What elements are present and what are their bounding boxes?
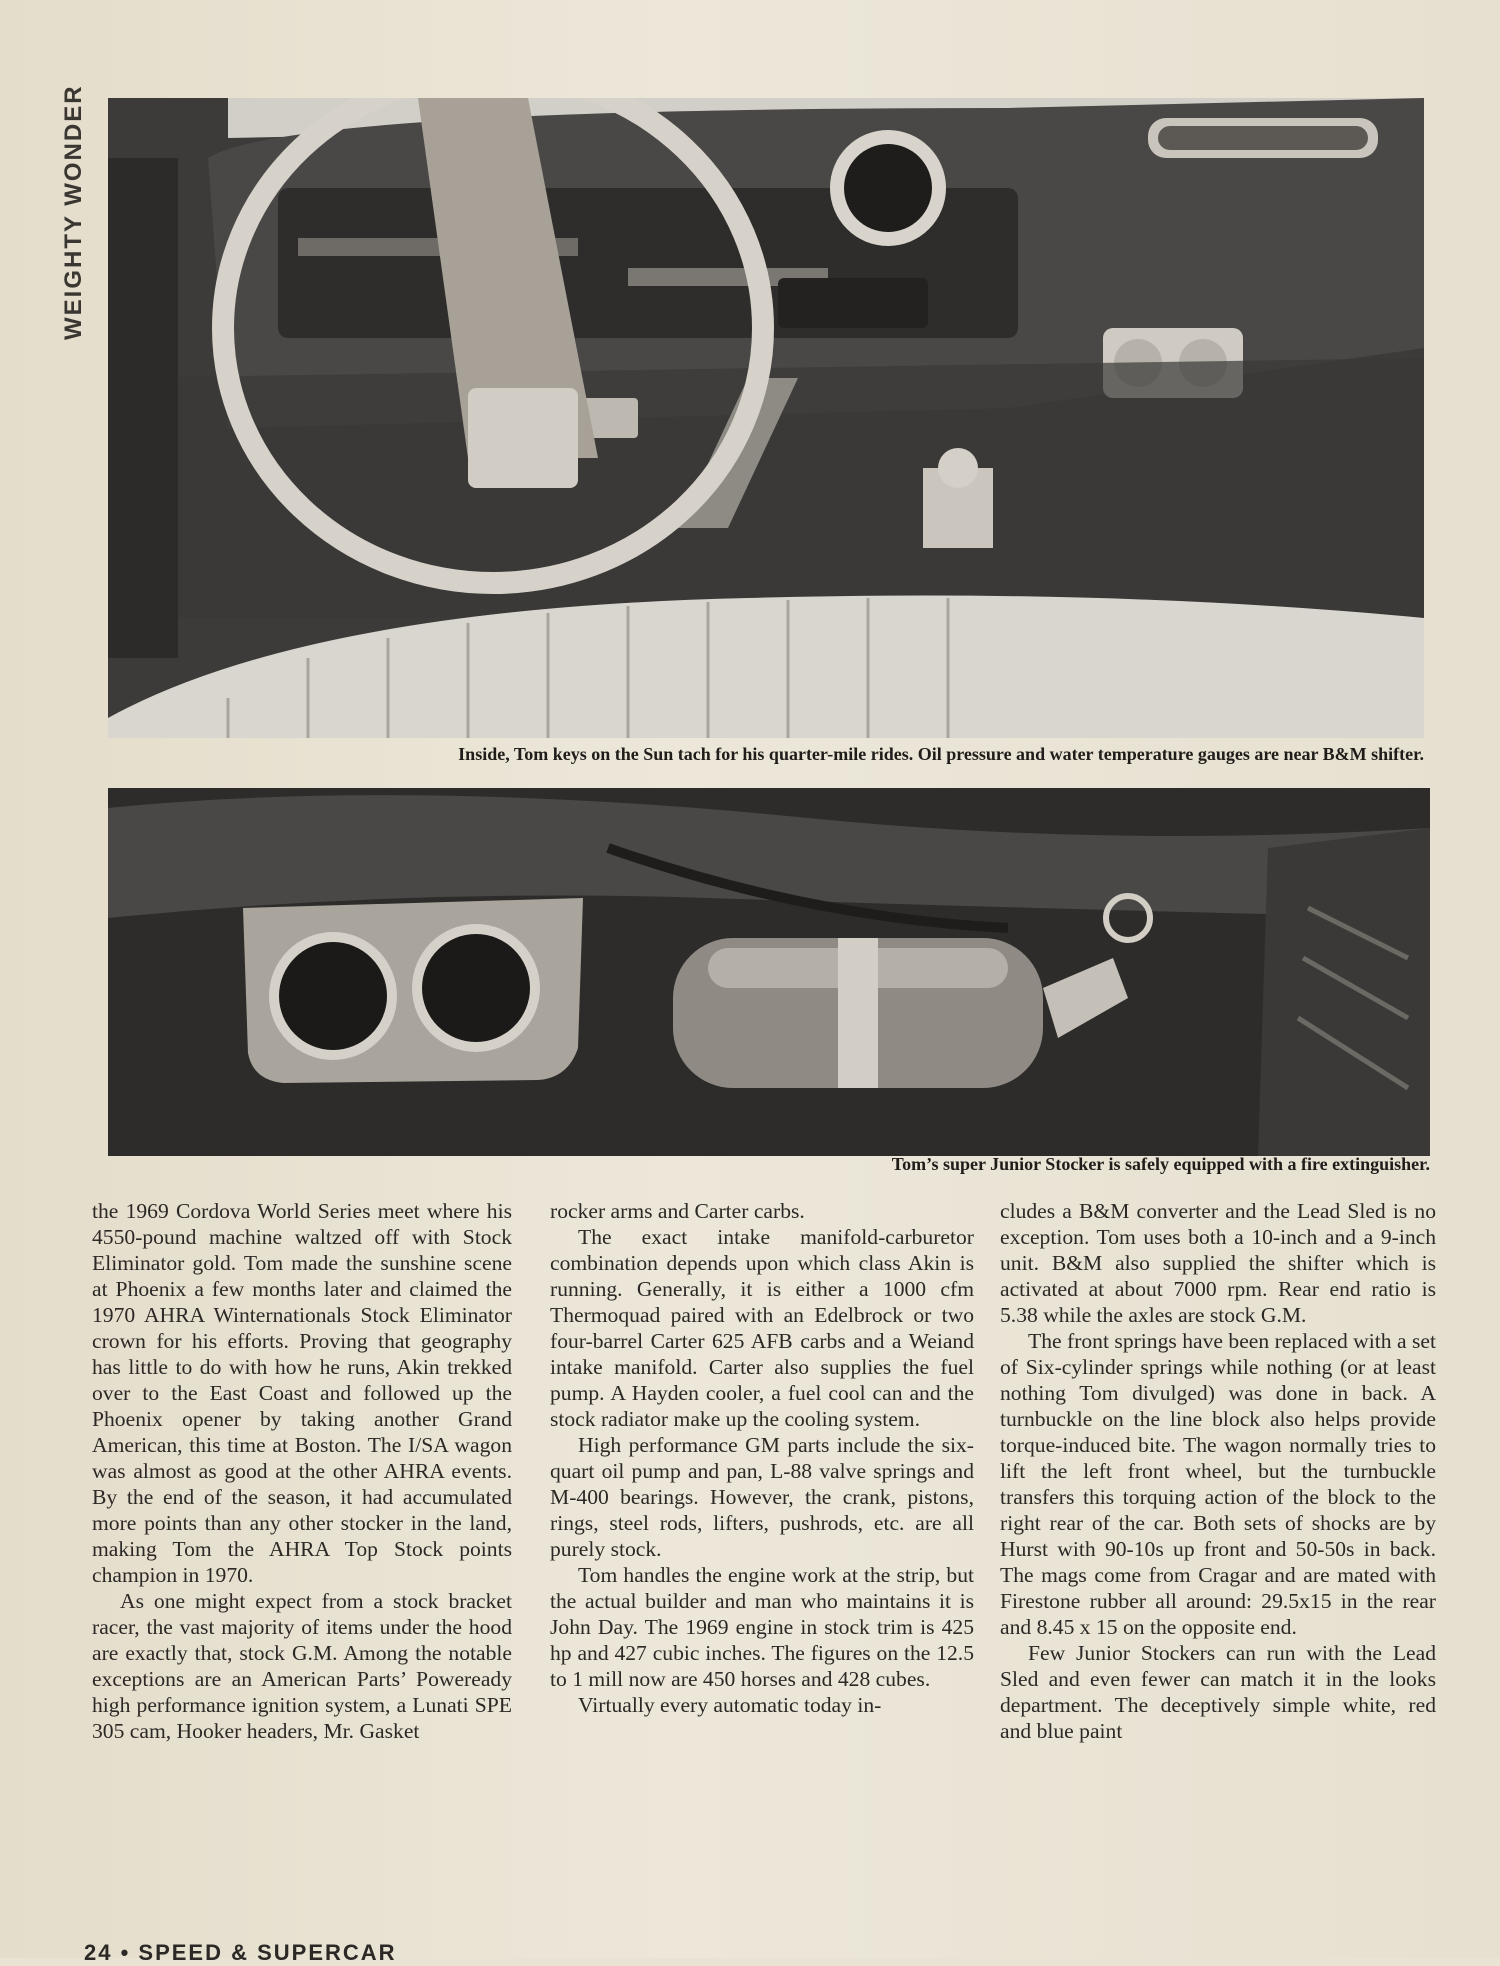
section-label: WEIGHTY WONDER [60, 84, 87, 340]
paragraph: High performance GM parts include the six-quart oil pump and pan, L-88 valve springs and M-400 bearings. However, the crank, pistons, rings, steel rods, lifters, pushrods, etc. are all purely stock. [550, 1433, 974, 1561]
photo2-caption: Tom’s super Junior Stocker is safely equipped with a fire extinguisher. [891, 1154, 1430, 1174]
paragraph: Tom handles the engine work at the strip, but the actual builder and man who maintains it is John Day. The 1969 engine in stock trim is 425 hp and 427 cubic inches. The figures on the 12.5 to 1 mill now are 450 horses and 428 cubes. [550, 1563, 974, 1691]
paragraph: Virtually every automatic today in- [578, 1693, 882, 1717]
paragraph: As one might expect from a stock bracket racer, the vast majority of items under the hood are exactly that, stock G.M. Among the notable exceptions are an American Parts’ Poweready high performance ignition system, a Lunati SPE 305 cam, Hooker headers, Mr. Gasket [92, 1589, 512, 1743]
paragraph: The exact intake manifold-carburetor combination depends upon which class Akin is running. Generally, it is either a 1000 cfm Thermoquad paired with an Edelbrock or two four-barrel Carter 625 AFB carbs and a Weiand intake manifold. Carter also supplies the fuel pump. A Hayden cooler, a fuel cool can and the stock radiator make up the cooling system. [550, 1225, 974, 1431]
paragraph: cludes a B&M converter and the Lead Sled is no exception. Tom uses both a 10-inch and a 9-inch unit. B&M also supplied the shifter which is activated at about 7000 rpm. Rear end ratio is 5.38 while the axles are stock G.M. [1000, 1199, 1436, 1327]
paragraph: rocker arms and Carter carbs. [550, 1199, 805, 1223]
paragraph: The front springs have been replaced with a set of Six-cylinder springs while nothing (or at least nothing Tom divulged) was done in back. A turnbuckle on the line block also helps provide torque-induced bite. The wagon normally tries to lift the left front wheel, but the turnbuckle transfers this torquing action of the block to the right rear of the car. Both sets of shocks are by Hurst with 90-10s up front and 50-50s in back. The mags come from Cragar and are mated with Firestone rubber all around: 29.5x15 in the rear and 8.45 x 15 on the opposite end. [1000, 1329, 1436, 1639]
extinguisher-illustration [108, 788, 1430, 1156]
text-column-3 [1000, 1198, 1436, 1744]
dashboard-illustration [108, 98, 1424, 738]
photo1-caption: Inside, Tom keys on the Sun tach for his quarter-mile rides. Oil pressure and water temperature gauges are near B&M shifter. [458, 744, 1424, 764]
paragraph: Few Junior Stockers can run with the Lead Sled and even fewer can match it in the looks department. The deceptively simple white, red and blue paint [1000, 1641, 1436, 1743]
page-footer: 24 • SPEED & SUPERCAR [84, 1940, 397, 1965]
text-column-1 [92, 1198, 512, 1744]
paragraph: the 1969 Cordova World Series meet where his 4550-pound machine waltzed off with Stock Eliminator gold. Tom made the sunshine scene at Phoenix a few months later and claimed the 1970 AHRA Winternationals Stock Eliminator crown for his efforts. Proving that geography has little to do with how he runs, Akin trekked over to the East Coast and followed up the Phoenix opener by taking another Grand American, this time at Boston. The I/SA wagon was almost as good at the other AHRA events. By the end of the season, it had accumulated more points than any other stocker in the land, making Tom the AHRA Top Stock points champion in 1970. [92, 1199, 512, 1587]
dashboard-photo [108, 98, 1424, 738]
text-column-2 [550, 1198, 974, 1718]
extinguisher-photo [108, 788, 1430, 1156]
